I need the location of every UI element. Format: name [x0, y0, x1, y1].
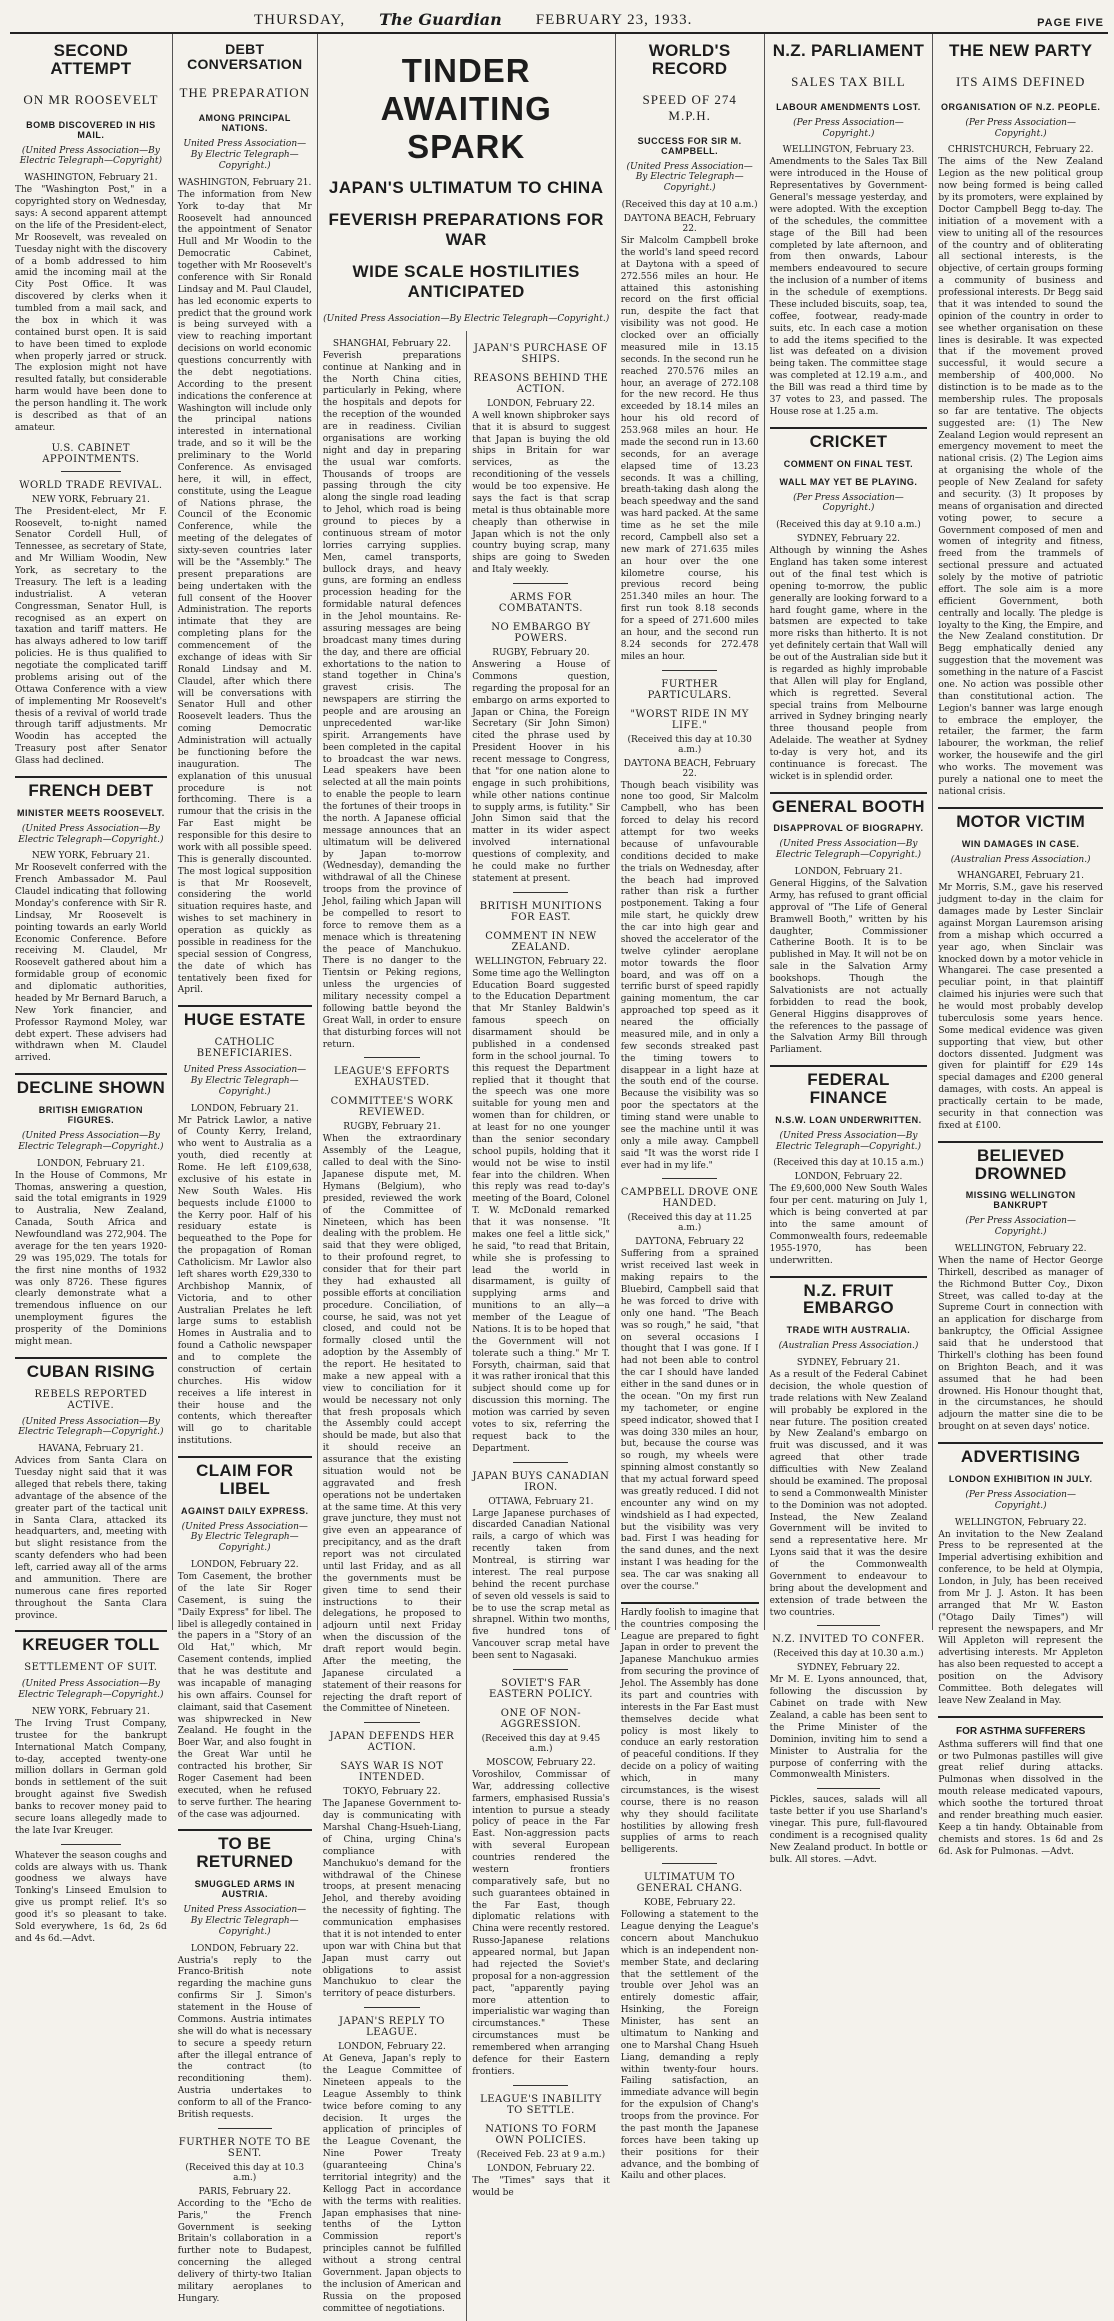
deck: WIN DAMAGES IN CASE.	[961, 838, 1080, 849]
advertisement-headline: FOR ASTHMA SUFFERERS	[956, 1725, 1086, 1737]
side-headline: JAPAN'S PURCHASE OF SHIPS.	[474, 342, 608, 365]
side-headline: "WORST RIDE IN MY LIFE."	[630, 708, 749, 731]
deck: ORGANISATION OF N.Z. PEOPLE.	[940, 101, 1101, 112]
divider	[817, 1625, 880, 1626]
article-body: Although by winning the Ashes England has taken some interest out of the final test which is opening to-morrow, the public generally are looking forward to a hard fought game, where in the batsmen are expected to take more risks than hitherto. It is not yet definitely certain that Wall will be out of the Australian side but it is regarded as highly improbable that Allen will play for England, which is regretted. Several special trains from Melbourne arrived in Sydney bringing nearly three thousand people from Adelaide. The weather at Sydney to-day is very hot, and its continuance is forecast. The wicket is in splendid order.	[769, 546, 928, 782]
deck: COMMENT ON FINAL TEST.	[783, 458, 914, 469]
received-note: (Received this day at 10 a.m.)	[621, 200, 758, 211]
article-body: The Japanese Government to-day is communicating with Marshal Chang-Hsueh-Liang, of China, urging China's compliance with Manchukuo's demand for the withdrawal of the Chinese troops, at present menacing Jehol, and thereby avoiding the necessity of fighting. The communication emphasises that it is not intended to enter upon war with China but that Japan must carry out obligations to assist Manchukuo to clear the territory of peace disturbers.	[322, 1799, 462, 2000]
dateline: DAYTONA BEACH, February 22.	[623, 758, 756, 779]
side-headline: WORLD TRADE REVIVAL.	[19, 479, 163, 491]
article-body: Tom Casement, the brother of the late Sir Roger Casement, is suing the "Daily Express" for libel. The libel is allegedly contained in the papers in a "Story of an Old Hat," which, Mr Casement contends, implied that he was destitute and was incapable of managing his own affairs. Counsel for claimant, said that Casement was shipwrecked in New Zealand. He fought in the Boer War, and also fought in the Great War until he contracted his brother, Sir Roger Casement had been executed, when he refused to serve further. The hearing of the case was adjourned.	[177, 1572, 312, 1820]
advertisement: Asthma sufferers will find that one or two Pulmonas pastilles will give great relief during attacks. Pulmonas when dissolved in the mouth release medicated vapours, which soothe the tortured throat and render breathing much easier. Keep a tin handy. Obtainable from chemists and stores. 1s 6d and 2s 6d. Ask for Pulmonas. —Advt.	[938, 1739, 1103, 1857]
headline: N.Z. FRUIT EMBARGO	[803, 1280, 894, 1318]
divider	[817, 1788, 880, 1789]
divider	[61, 471, 122, 472]
article-body: Answering a House of Commons question, regarding the proposal for an embargo on arms exported to Japan or China, the Foreign Secretary (Sir John Simon) cited the phrase used by President Hoover in his recent message to Congress, that "for one nation alone to engage in such prohibitions, while other nations continue to supply arms, is futility." Sir John Simon said that the matter in its wider aspect involved international questions of complexity, and he could make no further statement at present.	[472, 660, 610, 884]
dateline: WELLINGTON, February 22.	[954, 1517, 1087, 1528]
divider	[770, 1065, 928, 1067]
headline: CRICKET	[809, 431, 888, 451]
subheadline: THE PREPARATION	[179, 85, 310, 101]
lead-headline: TINDER AWAITING SPARK	[380, 52, 552, 165]
side-headline: ULTIMATUM TO GENERAL CHANG.	[636, 1872, 743, 1895]
credit-line: (United Press Association—By Electric Telegraph—Copyright)	[19, 145, 163, 167]
issue-date: FEBRUARY 23, 1933.	[535, 12, 693, 28]
credit-line: (United Press Association—By Electric Telegraph—Copyright.)	[181, 1521, 308, 1554]
received-note: (Received this day at 10.30 a.m.)	[773, 1649, 924, 1660]
side-headline: ARMS FOR COMBATANTS.	[498, 592, 583, 615]
subheadline: SPEED OF 274 M.P.H.	[642, 91, 737, 123]
divider	[178, 1005, 312, 1007]
deck: LONDON EXHIBITION IN JULY.	[948, 1473, 1093, 1484]
headline: THE NEW PARTY	[948, 41, 1093, 60]
dateline: RUGBY, February 20.	[492, 648, 590, 659]
headline: ADVERTISING	[960, 1447, 1081, 1467]
deck: DISAPPROVAL OF BIOGRAPHY.	[773, 823, 924, 834]
headline: CUBAN RISING	[26, 1361, 156, 1381]
masthead	[10, 0, 1108, 34]
article-body: The aims of the New Zealand Legion as the new political group now being formed is being called by its promoters, were explained by Doctor Campbell Begg to-day. The initiation of a movement with a view to uniting all of the resources of the country and of obliterating all sectional interests, is the objective, of certain groups forming a community of business and professional interests. Dr Begg said that it was intended to sound the opinion of the country in order to see whether organisation on these lines is desirable. It was expected that if the movement proved successful, it would secure a membership of 400,000. No distinction is to be made as to the membership rules. The proposals so far are tentative. The objects suggested are: (1) The New Zealand Legion would represent an emergency movement to meet the national crisis. (2) The Legion aims at organising the whole of the people of New Zealand for safety and security. (3) It proposes by means of organisation and directed voting power, to secure a Government composed of men and women of integrity and fitness, freed from the trammels of sectional pressure and actuated solely by the motive of patriotic effort. The sole aim is a more efficient Government, both centrally and locally. The pledge is loyalty to the King, the Empire, and the New Zealand constitution. Dr Begg emphatically denied any suggestion that the movement was something in the nature of a Fascist one. No action was possible other than constitutional action. The Legion's banner was large enough to embrace the employer, the retailer, the farmer, the farm labourer, the workman, the relief worker, the housewife and the girl who works. The movement was purely a national one to meet the national crisis.	[938, 157, 1103, 797]
dateline: CHRISTCHURCH, February 22.	[947, 145, 1094, 156]
dateline: LONDON, February 21.	[190, 1103, 299, 1114]
divider	[938, 1442, 1103, 1444]
dateline: KOBE, February 22.	[643, 1898, 736, 1909]
credit-line: (Per Press Association— Copyright.)	[965, 117, 1076, 139]
divider	[15, 1630, 167, 1632]
credit-line: (Per Press Association— Copyright.)	[793, 117, 904, 139]
advertisement: Pickles, sauces, salads will all taste better if you use Sharland's vinegar. This pure, full-flavoured condiment is a recognised quality New Zealand product. In bottle or bulk. All stores. —Advt.	[769, 1795, 928, 1865]
divider	[770, 427, 928, 429]
column-2	[173, 34, 318, 2304]
credit-line: (Per Press Association— Copyright.)	[965, 1216, 1076, 1238]
dateline: LONDON, February 21.	[794, 867, 903, 878]
side-headline: ONE OF NON-AGGRESSION.	[500, 1707, 582, 1730]
credit-line: (Per Press Association— Copyright.)	[965, 1489, 1076, 1511]
divider	[513, 1669, 568, 1670]
dateline: OTTAWA, February 21.	[488, 1496, 594, 1507]
article-body: The "Washington Post," in a copyrighted story on Wednesday, says: A second apparent attempt on the life of the President-elect, Mr Roosevelt, was revealed on Tuesday night with the discovery of a bomb addressed to him amid the incoming mail at the City Post Office. It was discovered by clerks when it tumbled from a mail sack, and the box in which it was contained burst open. It is said to have been timed to explode when properly jarred or struck. The explosion might not have resulted fatally, but considerable harm would have been done to the person handling it. The work is described as that of an amateur.	[15, 185, 167, 433]
credit-line: (United Press Association—By Electric Telegraph—Copyright.)	[775, 1130, 922, 1152]
column-4	[616, 34, 765, 2182]
dateline: DAYTONA BEACH, February 22.	[623, 214, 756, 235]
side-headline: REASONS BEHIND THE ACTION.	[473, 372, 609, 395]
dateline: SYDNEY, February 21.	[796, 1358, 901, 1369]
side-headline: FURTHER PARTICULARS.	[647, 678, 732, 701]
dateline: WELLINGTON, February 22.	[475, 956, 607, 967]
dateline: WASHINGTON, February 21.	[24, 173, 158, 184]
credit-line: United Press Association—By Electric Telegraph—Copyright.)	[183, 1905, 307, 1937]
columns	[10, 34, 1108, 2314]
dateline: DAYTONA, February 22	[635, 1237, 745, 1248]
dateline: LONDON, February 21.	[37, 1158, 145, 1169]
divider	[15, 1357, 167, 1359]
received-note: (Received this day at 11.25 a.m.)	[627, 1213, 752, 1234]
dateline: LONDON, February 22.	[338, 2042, 446, 2053]
article-body: Sir Malcolm Campbell broke the world's land speed record at Daytona with a speed of 272.556 miles an hour. He attained this astonishing record on the first official run, despite the fact that visibility was not good. He clocked over an officially measured mile in 13.15 seconds. In the second run he reached 270.576 miles an hour, an average of 272.108 for the new record. He thus exceeded by 18.14 miles an hour his old record of 253.968 miles an hour. He made the second run in 13.60 seconds, for an average elapsed time of 13.23 seconds. It was a chilling, breath-taking dash along the beach speedway and the sand was hard packed. At the same time as he set the mile record, Campbell also set a new mark of 271.635 miles an hour over the one kilometre course, his previous record being 251.340 miles an hour. The first run took 8.18 seconds for a speed of 271.600 miles an hour, and the second run 8.24 seconds for 272.478 miles an hour.	[620, 236, 759, 662]
deck: LABOUR AMENDMENTS LOST.	[776, 101, 921, 112]
received-note: (Received this day at 9.45 a.m.)	[481, 1733, 601, 1754]
credit-line: (United Press Association—By Electric Telegraph—Copyright.)	[18, 1416, 164, 1438]
received-note: (Received this day at 9.10 a.m.)	[776, 520, 921, 531]
divider	[621, 1602, 759, 1604]
deck: BRITISH EMIGRATION FIGURES.	[38, 1105, 144, 1126]
credit-line: United Press Association—By Electric Telegraph—Copyright.)	[183, 139, 307, 171]
article-body: Mr Patrick Lawlor, a native of County Kerry, Ireland, who went to Australia as a youth, died recently at Rome. He left £109,638, exclusive of his estate in New South Wales. His bequests include £1000 to the Kerry poor. Half of his residuary estate is bequeathed to the Pope for the propagation of Roman Catholicism. Mr Lawlor also left shares worth £29,330 to Archbishop Mannix, of Victoria, and to other Australian Prelates he left large sums to establish Homes in Australia and to found a Catholic newspaper and to complete the construction of certain churches. His widow receives a life interest in their house and the contents, which thereafter will go to charitable institutions.	[177, 1115, 312, 1447]
lead-deck: WIDE SCALE HOSTILITIES ANTICIPATED	[352, 262, 580, 301]
issue-day: THURSDAY,	[254, 12, 346, 28]
divider	[364, 1722, 419, 1723]
article-body: The President-elect, Mr F. Roosevelt, to-night named Senator Cordell Hull, of Tennessee, as secretary of State, and Mr William Woodin, New York, as secretary to the Treasury. The left is a leading industrialist. A veteran Congressman, Senator Hull, is recognised as an expert on taxation and tariff matters. He has always adhered to low tariff policies. He is thus qualified to negotiate the complicated tariff problems arising out of the Ottawa Conference with a view of implementing Mr Roosevelt's thesis of a revival of world trade through tariff adjustments. Mr Woodin has accepted the Treasury post after Senator Glass had declined.	[15, 506, 167, 767]
divider	[770, 1276, 928, 1278]
article-body: Feverish preparations continue at Nanking and in the North China cities, particularly in Peking, where the hospitals and depots for the reception of the wounded are in readiness. Civilian organisations are working night and day in preparing the usual war comforts. Thousands of troops are passing through the city along the single road leading to Jehol, which road is being ground to pieces by a continuous stream of motor lorries carrying supplies. Men, camel transports, bullock drays, and heavy guns, are forming an endless procession heading for the formidable natural defences in the Jehol mountains. Re-assuring messages are being broadcast many times during the day, and there are official exhortations to the nation to stand together in China's gravest crisis. The newspapers are stirring the people and are arousing an unprecedented war-like spirit. Arrangements have been completed in the capital to broadcast the war news. Lead speakers have been selected at all the main points to enable the people to learn the fortunes of their troops in the north. A Japanese official message announces that an ultimatum will be delivered by Japan to-morrow (Wednesday), demanding the withdrawal of all the Chinese troops from the province of Jehol, failing which Japan will be compelled to resort to force to remove them as a menace which is threatening the peace of Manchukuo. There is no danger to the Tientsin or Peking regions, unless the urgencies of military necessity compel a following battle beyond the Great Wall, in order to ensure that disturbing forces will not return.	[322, 350, 462, 1050]
dateline: LONDON, February 22.	[190, 1560, 299, 1571]
side-headline: LEAGUE'S EFFORTS EXHAUSTED.	[333, 1066, 450, 1089]
article-body: Mr Roosevelt conferred with the French Ambassador M. Paul Claudel indicating that following Monday's conference with Sir R. Lindsay, Mr Roosevelt is pointing towards an early World Economic Conference. Before receiving M. Claudel, Mr Roosevelt gathered about him a formidable group of economic and diplomatic authorities, headed by Mr Bernard Baruch, a New York financier, and Professor Raymond Moley, war debt expert. These advisers had withdrawn when M. Claudel arrived.	[15, 863, 167, 1064]
dateline: NEW YORK, February 21.	[31, 1706, 150, 1717]
deck: BOMB DISCOVERED IN HIS MAIL.	[26, 119, 156, 140]
article-body: A well known shipbroker says that it is absurd to suggest that Japan is buying the old ships in Britain for war services, as the reconditioning of the vessels would be too expensive. He says the fact is that scrap metal is thus obtainable more cheaply than otherwise in Japan which is not the only country buying scrap, many ships are going to Sweden and Italy weekly.	[472, 410, 610, 576]
article-body: When the name of Hector George Thirkell, described as manager of the Richmond Butter Coy., Dixon Street, was called to-day at the Supreme Court in connection with an application for discharge from bankruptcy, the Official Assignee said that he understood that Thirkell's clothing has been found on Brighton Beach, and it was assumed that he had been drowned. His Honour thought that, in the circumstances, he should adjourn the matter sine die to be brought on at seven days' notice.	[938, 1255, 1103, 1433]
headline: N.Z. PARLIAMENT	[772, 41, 925, 60]
side-headline: NATIONS TO FORM OWN POLICIES.	[485, 2123, 597, 2146]
credit-line: (United Press Association—By Electric Telegraph—Copyright.)	[323, 314, 610, 324]
side-headline: FURTHER NOTE TO BE SENT.	[178, 2136, 311, 2159]
article-body: Austria's reply to the Franco-British note regarding the machine guns confirms Sir J. Simon's statement in the House of Commons. Austria intimates she will do what is necessary to secure a speedy return after the illegal entrance of the contract (to reconditioning them). Austria undertakes to conform to all of the Franco-British requests.	[177, 1955, 312, 2120]
article-body: Amendments to the Sales Tax Bill were introduced in the House of Representatives by Government-General's message yesterday, and were adopted. With the exception of the schedules, the committee stage of the Bill had been completed by late afternoon, and from then onwards, Labour members endeavoured to secure the inclusion of a number of items in the schedule of exemptions. These included biscuits, soap, tea, coffee, footwear, ready-made suits, etc. In each case a motion to add the items specified to the list was defeated on a division being taken. The committee stage was completed at 12.19 a.m., and the Bill was read a third time by 37 votes to 23, and passed. The House rose at 1.25 a.m.	[769, 157, 928, 417]
dateline: WELLINGTON, February 22.	[954, 1243, 1087, 1254]
divider	[513, 892, 568, 893]
dateline: PARIS, February 22.	[198, 2186, 291, 2197]
dateline: WASHINGTON, February 21.	[178, 177, 312, 188]
headline: WORLD'S RECORD	[648, 41, 731, 78]
side-headline: COMMENT IN NEW ZEALAND.	[485, 930, 597, 953]
side-headline: CAMPBELL DROVE ONE HANDED.	[620, 1187, 759, 1210]
credit-line: (Australian Press Association.)	[950, 854, 1091, 865]
article-body: Advices from Santa Clara on Tuesday night said that it was alleged that rebels there, taking advantage of the absence of the greater part of the tactical unit in Santa Clara, attacked its headquarters, and, meeting with but slight resistance from the scanty defenders who had been left, carried away all of the arms and ammunition. There are numerous cane fires reported throughout the Santa Clara province.	[15, 1456, 167, 1621]
divider	[178, 1829, 312, 1831]
dateline: LONDON, February 22.	[487, 2163, 595, 2174]
headline: DECLINE SHOWN	[16, 1078, 166, 1098]
lead-story-split	[323, 331, 610, 2321]
deck: CATHOLIC BENEFICIARIES.	[196, 1037, 293, 1060]
divider	[938, 807, 1103, 809]
received-note: (Received this day at 10.30 a.m.)	[627, 734, 752, 755]
dateline: LONDON, February 22.	[794, 1172, 903, 1183]
page-number: PAGE FIVE	[1037, 17, 1104, 29]
article-body: As a result of the Federal Cabinet decision, the whole question of trade relations with New Zealand will probably be explored in the near future. The position created by New Zealand's embargo on fruit was discussed, and it was agreed that other trade difficulties with New Zealand should be examined. The proposal to send a Commonwealth Minister to the Dominion was not adopted. Instead, the New Zealand Government will be invited to send a representative here. Mr Lyons said that it was the desire of the Commonwealth Government to endeavour to bring about the development and extension of trade between the two countries.	[769, 1370, 928, 1618]
divider	[15, 1073, 167, 1075]
dateline: SYDNEY, February 22.	[796, 534, 901, 545]
dateline: WELLINGTON, February 23.	[782, 145, 915, 156]
deck: WALL MAY YET BE PLAYING.	[779, 476, 918, 487]
divider	[15, 776, 167, 778]
side-headline: JAPAN BUYS CANADIAN IRON.	[472, 1470, 610, 1493]
divider	[938, 1141, 1103, 1143]
article-body: The Irving Trust Company, trustee for the bankrupt International Match Company, to-day, accepted twenty-one million dollars in German gold bonds in settlement of the suit brought against five Swedish banks to recover money paid to secure loans allegedly made to the late Ivar Kreuger.	[15, 1718, 167, 1836]
side-headline: U.S. CABINET APPOINTMENTS.	[42, 442, 140, 465]
dateline: HAVANA, February 21.	[38, 1444, 144, 1455]
deck: MINISTER MEETS ROOSEVELT.	[16, 807, 165, 818]
divider	[178, 1456, 312, 1458]
divider	[662, 1178, 717, 1179]
lead-subcolumn-right	[467, 331, 610, 2321]
deck: SUCCESS FOR SIR M. CAMPBELL.	[637, 135, 742, 156]
lead-subcolumn-left	[323, 331, 467, 2321]
deck: AGAINST DAILY EXPRESS.	[180, 1505, 309, 1516]
column-5	[765, 34, 934, 1865]
deck: MISSING WELLINGTON BANKRUPT	[965, 1190, 1076, 1211]
divider	[218, 2128, 272, 2129]
advertisement: Whatever the season coughs and colds are always with us. Thank goodness we always have Tonking's Linseed Emulsion to give us prompt relief. It's so good it's so pleasant to take. Sold everywhere, 1s 6d, 2s 6d and 4s 6d.—Advt.	[15, 1850, 167, 1944]
article-body: At Geneva, Japan's reply to the League Committee of Nineteen appeals to the League Assembly to think twice before coming to any decision. It urges the application of principles of the League Covenant, the Nine Power Treaty (guaranteeing China's territorial integrity) and the Kellogg Pact in accordance with the terms with realities. Japan emphasises that nine-tenths of the Lytton Commission report's principles cannot be fulfilled without a strong central Government. Japan objects to the inclusion of American and Russia on the proposed committee of negotiations.	[322, 2054, 462, 2314]
side-headline: LEAGUE'S INABILITY TO SETTLE.	[480, 2093, 602, 2116]
article-body: Mr M. E. Lyons announced, that, following the discussion by Cabinet on trade with New Zealand, a cable has been sent to the Prime Minister of the Dominion, inviting him to send a Minister to Australia for the purpose of conferring with the Commonwealth Ministers.	[769, 1675, 928, 1781]
dateline: LONDON, February 22.	[487, 398, 595, 409]
side-headline: JAPAN'S REPLY TO LEAGUE.	[338, 2016, 445, 2039]
divider	[364, 2007, 419, 2008]
article-body: Following a statement to the League denying the League's concern about Manchukuo which is an independent non-member State, and declaring that the settlement of the trouble over Jehol was an entirely domestic affair, Hsinking, the Foreign Minister, has sent an ultimatum to Nanking and one to Marshal Chang Hsueh Liang, demanding a reply within twenty-four hours. Failing satisfaction, an immediate advance will begin for the expulsion of Chang's troops from the province. For the past month the Japanese forces have been taking up their positions for their advance, and the bombing of Kailu and other places.	[620, 1910, 759, 2182]
subheadline: SALES TAX BILL	[791, 73, 906, 89]
deck: AMONG PRINCIPAL NATIONS.	[198, 113, 291, 134]
article-body: The "Times" says that it would be	[472, 2175, 610, 2198]
column-3-lead	[318, 34, 616, 2314]
side-headline: COMMITTEE'S WORK REVIEWED.	[330, 1096, 454, 1119]
headline: KREUGER TOLL	[22, 1635, 160, 1655]
headline: BELIEVED DROWNED	[974, 1145, 1067, 1183]
divider	[513, 1462, 568, 1463]
headline: FEDERAL FINANCE	[807, 1070, 890, 1108]
paper-name: The Guardian	[379, 10, 502, 29]
headline: HUGE ESTATE	[183, 1010, 306, 1030]
received-note: (Received this day at 10.3 a.m.)	[185, 2162, 305, 2183]
credit-line: (Per Press Association— Copyright.)	[793, 492, 904, 514]
article-body: Large Japanese purchases of discarded Canadian National rails, a cargo of which was recently taken from Montreal, is stirring war interest. The real purpose behind the recent purchase of seven old vessels is said to be to use the scrap metal as shrapnel. Within two months, five hundred tons of Vancouver scrap metal have been sent to Nagasaki.	[472, 1508, 610, 1662]
credit-line: (United Press Association—By Electric Telegraph—Copyright.)	[626, 161, 753, 194]
headline: GENERAL BOOTH	[772, 796, 925, 816]
article-body: Voroshilov, Commissar of War, addressing collective farmers, emphasised Russia's intention to pursue a steady policy of peace in the Far East. Non-aggression pacts with several European countries rendered the western frontiers comparatively safe, but no such guarantees obtained in the Far East, though diplomatic relations with China were recently restored. Russo-Japanese relations appeared normal, but Japan had rejected the Soviet's proposal for a non-aggression pact, "apparently paying more attention to imperialistic war waging than circumstances." These circumstances must be remembered when arranging defence for their Eastern frontiers.	[472, 1769, 610, 2077]
dateline: LONDON, February 22.	[190, 1943, 299, 1954]
lead-deck: FEVERISH PREPARATIONS FOR WAR	[328, 210, 604, 249]
headline: TO BE RETURNED	[196, 1834, 294, 1872]
side-headline: BRITISH MUNITIONS FOR EAST.	[479, 900, 603, 923]
dateline: MOSCOW, February 22.	[486, 1757, 596, 1768]
article-body: When the extraordinary Assembly of the League, called to deal with the Sino-Japanese dispute met, M. Hymans (Belgium), who presided, reviewed the work of the Committee of Nineteen, which has been dealing with the problem. He said that they were obliged, to their profound regret, to consider that for their part they had exhausted all possible efforts at conciliation procedure. Conciliation, of course, he said, was not yet closed, and could not be formally closed until the adoption by the Assembly of the report. He hesitated to make a new appeal with a view to conciliation for it would be necessary not only that fresh proposals which the Assembly could accept should be made, but also that it should receive an assurance that the existing situation would not be aggravated and fresh operations not be undertaken at the same time. At this very grave juncture, they must not give even an appearance of precipitancy, and as the draft report was not circulated until last Friday, and as all the governments must be given time to send their instructions to their delegations, he proposed to adjourn until next Friday when the discussion of the draft report would begin. After the meeting, the Japanese circulated a statement of their reasons for rejecting the draft report of the Committee of Nineteen.	[322, 1134, 462, 1715]
credit-line: (United Press Association—By Electric Telegraph—Copyright.)	[18, 1679, 164, 1701]
divider	[662, 670, 717, 671]
divider	[770, 792, 928, 794]
subheadline: ITS AIMS DEFINED	[955, 73, 1086, 89]
article-body: Some time ago the Wellington Education Board suggested to the Education Department that Mr Stanley Baldwin's famous speech on disarmament should be published in a condensed form in the school journal. To this request the Department replied that it thought that the speech was one more suitable for young men and women than for children, or at least for no one younger than the senior secondary school pupils, holding that it would not be wise to instil fear into the children. When this reply was read to-day's meeting of the Board, Colonel T. W. McDonald remarked that it was nonsense. "It makes one feel a little sick," he said, "to read that Britain, while she is professing to lead the world in disarmament, is guilty of supplying arms and munitions to an ally—a member of the League of Nations. It is to be hoped that the Government will not tolerate such a thing." Mr T. Forsyth, chairman, said that it was rather ironical that this subject should come up for discussion this morning. The motion was carried by seven votes to six, referring the request back to the Department.	[472, 968, 610, 1454]
article-body: Suffering from a sprained wrist received last week in making repairs to the Bluebird, Campbell said that he was forced to drive with only one hand. "The Beach was so rough," he said, "that on several occasions I thought that I was gone. If I had not been able to control the car I should have landed either in the sand dunes or in the ocean. "On my first run my tachometer, or engine speed indicator, showed that I was doing 330 miles an hour, but, because the course was so rough, my wheels were spinning almost constantly so that my actual forward speed was greatly reduced. I did not encounter any wind on my windshield as I had expected, but the visibility was very bad. First I was heading for the sand dunes, and the next instant I was heading for the sea. The car was snaking all over the course."	[620, 1249, 759, 1592]
divider	[61, 1844, 122, 1845]
dateline: SHANGHAI, February 22.	[332, 338, 451, 349]
dateline: NEW YORK, February 21.	[31, 851, 150, 862]
deck: SMUGGLED ARMS IN AUSTRIA.	[194, 1879, 295, 1900]
dateline: RUGBY, February 21.	[343, 1122, 441, 1133]
side-headline: N.Z. INVITED TO CONFER.	[772, 1634, 925, 1646]
article-body: General Higgins, of the Salvation Army, has refused to grant official approval of "The Life of General Bramwell Booth," written by his daughter, Commissioner Catherine Booth. It is to be published in May. It will not be on sale in the Salvation Army bookshops. Though the Salvationists are not actually forbidden to read the book, General Higgins disapproves of the references to the passage of the Salvation Army Bill through Parliament.	[769, 879, 928, 1056]
headline: FRENCH DEBT	[28, 780, 154, 800]
side-headline: SOVIET'S FAR EASTERN POLICY.	[488, 1677, 593, 1700]
deck: SETTLEMENT OF SUIT.	[24, 1662, 158, 1674]
dateline: TOKYO, February 22.	[343, 1787, 441, 1798]
headline: SECOND ATTEMPT	[50, 41, 132, 78]
dateline: NEW YORK, February 21.	[31, 494, 150, 505]
lead-deck: JAPAN'S ULTIMATUM TO CHINA	[328, 178, 604, 197]
divider	[938, 1716, 1103, 1718]
side-headline: SAYS WAR IS NOT INTENDED.	[340, 1761, 444, 1784]
credit-line: United Press Association—By Electric Telegraph—Copyright.)	[183, 1065, 307, 1097]
headline: CLAIM FOR LIBEL	[196, 1461, 294, 1498]
credit-line: (United Press Association—By Electric Telegraph—Copyright.)	[775, 839, 922, 861]
divider	[513, 2085, 568, 2086]
column-1	[10, 34, 173, 1944]
dateline: WHANGAREI, February 21.	[957, 871, 1084, 882]
article-body: Mr Morris, S.M., gave his reserved judgment to-day in the claim for damages made by Lester Sinclair against Morgan Lauremson arising from a mishap which occurred a year ago, when Sinclair was knocked down by a motor vehicle in Whangarei. The case presented a peculiar point, in that plaintiff claimed his injuries were such that he would most probably develop tuberculosis some years hence. Some medical evidence was given supporting that view, but other doctors dissented. Judgment was given for plaintiff for £29 14s special damages and £200 general damages, with costs. An appeal is practically certain to be made, security in that connection was fixed at £100.	[938, 883, 1103, 1131]
article-body: The £9,600,000 New South Wales four per cent. maturing on July 1, which is being converted at par into the same amount of Commonwealth fours, redeemable 1955-1970, has been underwritten.	[769, 1184, 928, 1266]
divider	[364, 1057, 419, 1058]
received-note: (Received Feb. 23 at 9 a.m.)	[476, 2149, 606, 2160]
masthead-center	[254, 10, 692, 29]
article-body: The information from New York to-day that Mr Roosevelt had announced the appointment of Senator Hull and Mr Woodin to the Democratic Cabinet, together with Mr Roosevelt's conference with Sir Ronald Lindsay and M. Paul Claudel, has led economic experts to predict that the ground work is being surveyed with a view to reaching important decisions on world economic questions concurrently with the debt negotiations. According to the present indications the conference at Washington will include only the principal nations interested in international trade, and so it will be the preliminary to the World Conference. As envisaged here, it will, in effect, constitute, using the League of Nations phrase, the Council of the Economic Conference, while the meeting of the delegates of sixty-seven countries later will be the "Assembly." The present preparations are being undertaken with the full consent of the Hoover Administration. The reports intimate that they are completing plans for the commencement of the exchange of ideas with Sir Ronald Lindsay and M. Claudel, after which there will be conversations with Senator Hull and other Roosevelt leaders. Thus the coming Democratic Administration will actually be functioning before the inauguration. The explanation of this unusual procedure is not forthcoming. There is a rumour that the crisis in the Far East might be responsible for this desire to work with all possible speed. This is generally discounted. The most logical supposition is that Mr Roosevelt, considering the world situation requires haste, and wishes to set machinery in operation as quickly as possible in readiness for the special session of Congress, the date of which has tentatively been fixed for April.	[177, 189, 312, 996]
article-body: Though beach visibility was none too good, Sir Malcolm Campbell, who has been forced to delay his record attempt for two weeks because of unfavourable conditions decided to make the trials on Wednesday, after the beach had improved rather than risk a further postponement. Taking a four mile start, he quickly drew the car into high gear and shoved the accelerator of the twelve cylinder aeroplane motor towards the floor board, and was off on a terrific burst of speed rapidly gaining momentum, the car approached top speed as it neared the officially measured mile, and in only a few seconds streaked past the timing towers to disappear in a light haze at the south end of the course. Because the visibility was so poor the spectators at the timing stand were unable to see the machine until it was only a mile away. Campbell said "It was the worst ride I ever had in my life."	[620, 780, 759, 1171]
divider	[662, 1863, 717, 1864]
credit-line: (United Press Association—By Electric Telegraph—Copyright.)	[18, 1131, 164, 1152]
credit-line: (United Press Association—By Electric Telegraph—Copyright.)	[18, 823, 164, 845]
credit-line: (Australian Press Association.)	[778, 1341, 919, 1352]
dateline: SYDNEY, February 22.	[796, 1663, 901, 1674]
article-body: In the House of Commons, Mr Thomas, answering a question, said the total emigrants in 1929 to Australia, New Zealand, Canada, South Africa and Newfoundland was 272,904. The average for the ten years 1920-29 was 195,029. The totals for the first nine months of 1932 was only 8726. These figures clearly demonstrate what a tremendous influence on our unemployment figures the prosperity of the Dominions might mean.	[15, 1170, 167, 1347]
article-body: According to the "Echo de Paris," the French Government is seeking Britain's collaboration in a further note to Budapest, concerning the alleged delivery of thirty-two Italian military aeroplanes to Hungary.	[177, 2198, 312, 2304]
headline: MOTOR VICTIM	[956, 811, 1086, 831]
headline: DEBT CONVERSATION	[187, 41, 303, 72]
divider	[513, 583, 568, 584]
received-note: (Received this day at 10.15 a.m.)	[773, 1158, 924, 1169]
subheadline: ON MR ROOSEVELT	[23, 91, 159, 107]
deck: N.S.W. LOAN UNDERWRITTEN.	[775, 1114, 922, 1125]
article-body: An invitation to the New Zealand Press to be represented at the Imperial advertising exhibition and conference, to be held at Olympia, London, in July, has been received from Mr J. J. Aston. It has been arranged that Mr W. Easton ("Otago Daily Times") will represent the newspapers, and Mr Will Appleton will represent the advertising interests. Mr Appleton has also been requested to accept a position on the Advisory Committee. Both delegates will leave New Zealand in May.	[938, 1529, 1103, 1706]
side-headline: JAPAN DEFENDS HER ACTION.	[329, 1731, 455, 1754]
deck: TRADE WITH AUSTRALIA.	[786, 1325, 911, 1336]
article-body: Hardly foolish to imagine that the countries composing the League are prepared to fight Japan in order to prevent the Japanese Manchukuo armies from securing the province of Jehol. The Assembly has done its part and countries with interests in the Far East must themselves decide what policy is most likely to conduce an early restoration of peaceful conditions. If they decide on a policy of waiting which, in many circumstances, is the wisest course, there is no reason why they should facilitate hostilities by allowing fresh supplies of arms to reach belligerents.	[620, 1607, 759, 1856]
column-6	[933, 34, 1108, 1857]
deck: REBELS REPORTED ACTIVE.	[34, 1388, 148, 1411]
side-headline: NO EMBARGO BY POWERS.	[491, 622, 591, 645]
